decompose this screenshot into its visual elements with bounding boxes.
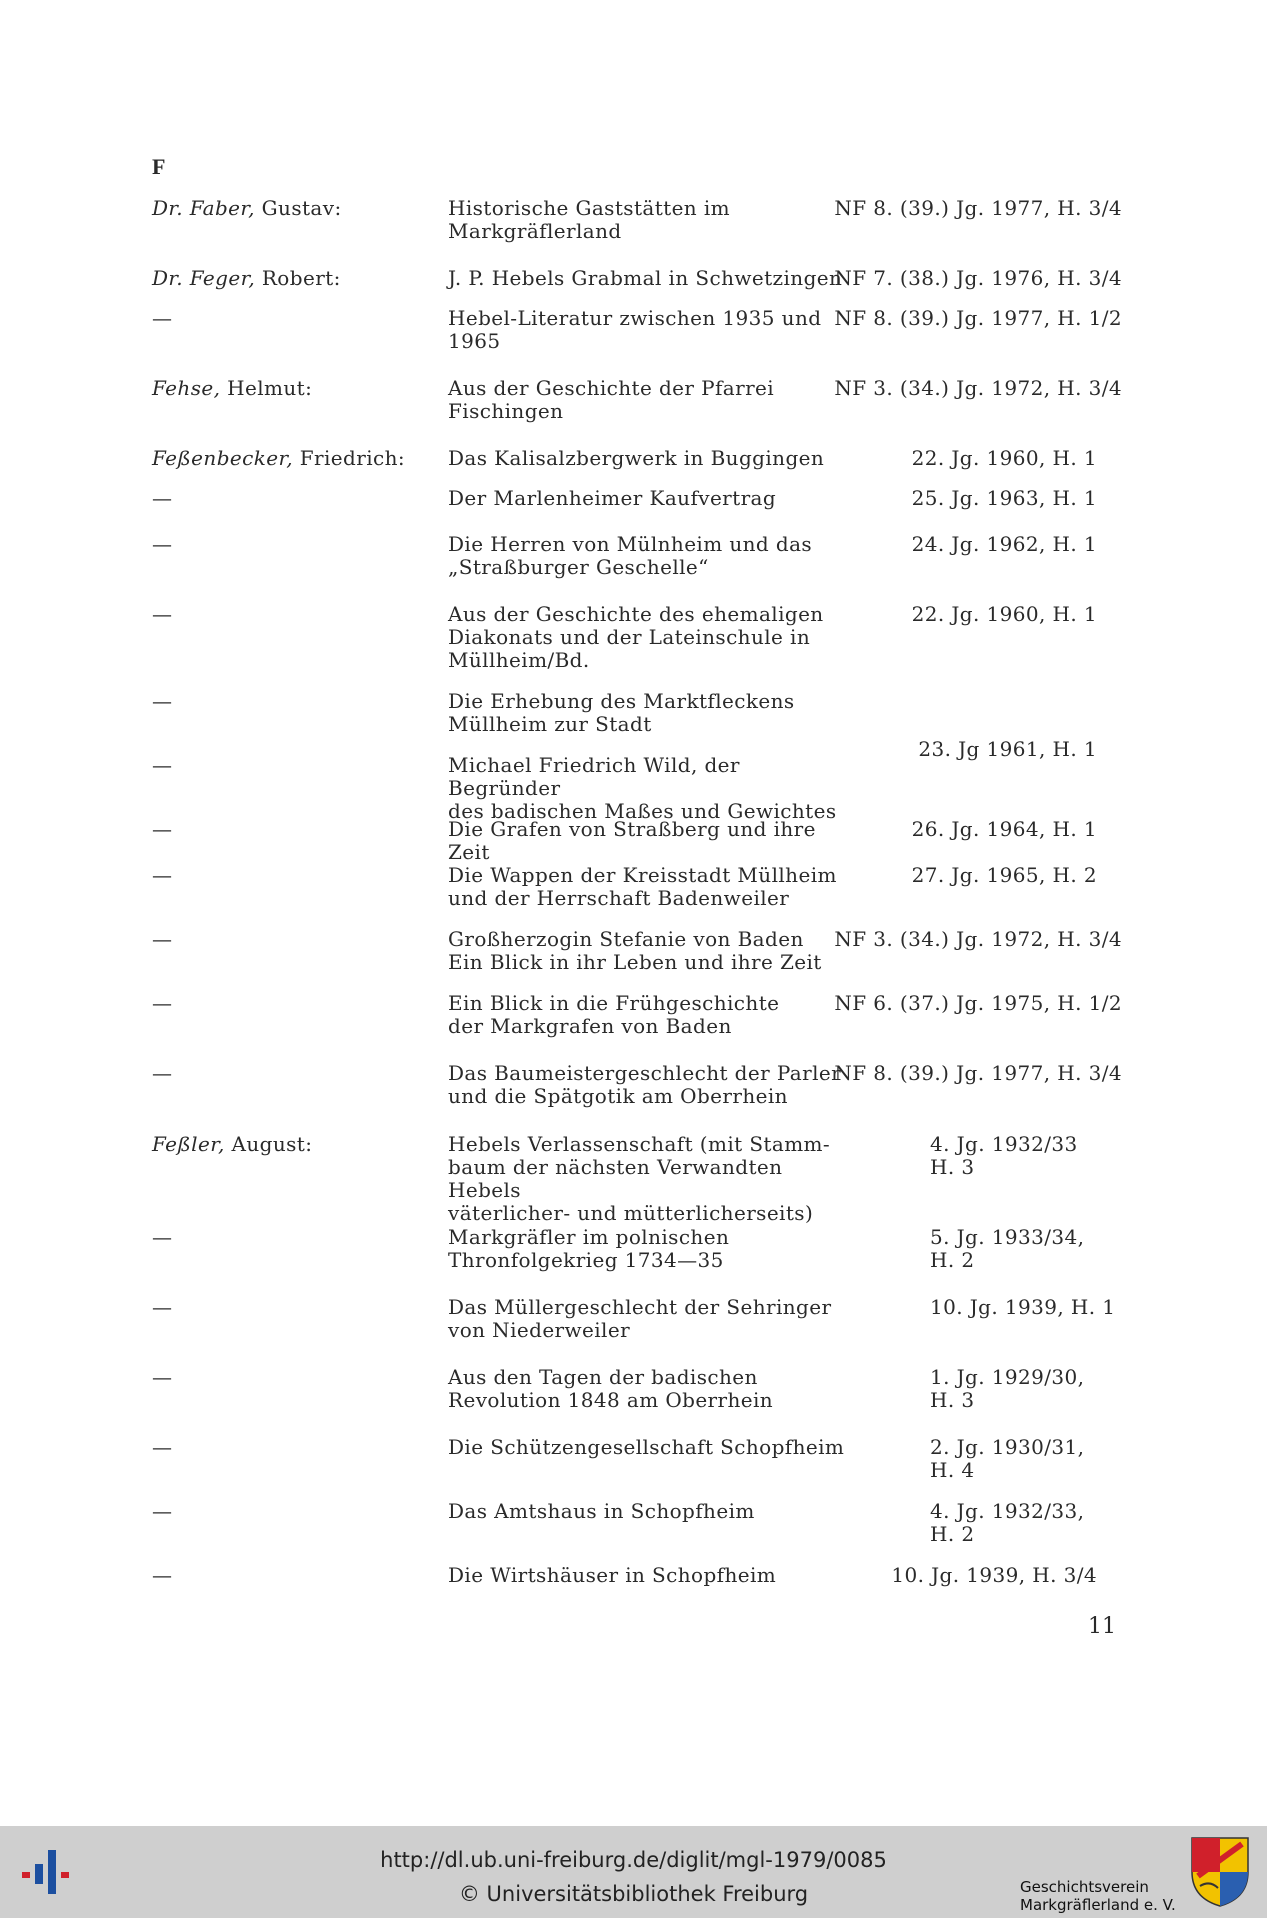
entry-reference: 25. Jg. 1963, H. 1 <box>911 486 1097 510</box>
entry-reference: NF 8. (39.) Jg. 1977, H. 3/4 <box>834 196 1122 220</box>
entry-author <box>152 928 172 951</box>
author-given-name: — <box>152 1365 173 1389</box>
entry-reference: 22. Jg. 1960, H. 1 <box>911 602 1097 626</box>
author-given-name: — <box>152 1295 173 1319</box>
entry-author <box>152 1500 172 1523</box>
entry-title: Markgräfler im polnischen Thronfolgekrieg 1734—35 <box>448 1225 730 1272</box>
entry-author <box>152 487 172 510</box>
entry-author <box>152 267 341 290</box>
entry-title: Die Herren von Mülnheim und das „Straßburger Geschelle“ <box>448 532 813 579</box>
entry-author <box>152 1366 172 1389</box>
footer-bar <box>0 1826 1267 1918</box>
coat-of-arms-icon <box>1190 1836 1250 1908</box>
entry-title: Ein Blick in die Frühgeschichte der Markgrafen von Baden <box>448 991 780 1038</box>
entry-reference: 24. Jg. 1962, H. 1 <box>911 532 1097 556</box>
author-given-name: — <box>152 689 173 713</box>
entry-author <box>152 1133 312 1156</box>
society-name <box>1020 1878 1176 1914</box>
author-given-name: Robert: <box>255 266 341 290</box>
entry-reference: 10. Jg. 1939, H. 3/4 <box>891 1563 1097 1587</box>
author-given-name: August: <box>224 1132 313 1156</box>
entry-reference: NF 8. (39.) Jg. 1977, H. 1/2 <box>834 306 1122 330</box>
entry-reference: NF 7. (38.) Jg. 1976, H. 3/4 <box>834 266 1122 290</box>
author-given-name: — <box>152 1499 173 1523</box>
entry-title: Das Müllergeschlecht der Sehringer von Niederweiler <box>448 1295 832 1342</box>
author-given-name: — <box>152 753 173 777</box>
entry-reference: 27. Jg. 1965, H. 2 <box>911 863 1097 887</box>
entry-author <box>152 992 172 1015</box>
entry-title: Hebels Verlassenschaft (mit Stamm- baum der nächsten Verwandten Hebels väterlicher- und mütterlicherseits) <box>448 1132 831 1225</box>
entry-title: Großherzogin Stefanie von Baden Ein Blick in ihr Leben und ihre Zeit <box>448 927 822 974</box>
entry-reference: NF 8. (39.) Jg. 1977, H. 3/4 <box>834 1061 1122 1085</box>
entry-author <box>152 1436 172 1459</box>
author-given-name: — <box>152 532 173 556</box>
entry-title: Das Baumeistergeschlecht der Parler und die Spätgotik am Oberrhein <box>448 1061 842 1108</box>
author-given-name: — <box>152 306 173 330</box>
society-line-2: Markgräflerland e. V. <box>1020 1896 1176 1914</box>
section-letter: F <box>152 154 166 179</box>
entry-title: Die Wirtshäuser in Schopfheim <box>448 1563 777 1587</box>
author-surname: Dr. Feger, <box>152 266 256 290</box>
entry-author <box>152 690 172 713</box>
entry-reference: 4. Jg. 1932/33 H. 3 <box>930 1132 1078 1179</box>
entry-title: Aus den Tagen der badischen Revolution 1848 am Oberrhein <box>448 1365 774 1412</box>
author-given-name: — <box>152 817 173 841</box>
entry-title: J. P. Hebels Grabmal in Schwetzingen <box>448 266 843 290</box>
page-number: 11 <box>1088 1614 1116 1639</box>
entry-title: Der Marlenheimer Kaufvertrag <box>448 486 777 510</box>
entry-title: Die Schützengesellschaft Schopfheim <box>448 1435 845 1459</box>
entry-reference: NF 6. (37.) Jg. 1975, H. 1/2 <box>834 991 1122 1015</box>
author-given-name: Friedrich: <box>293 446 406 470</box>
entry-reference: 2. Jg. 1930/31, H. 4 <box>930 1435 1085 1482</box>
entry-title: Das Kalisalzbergwerk in Buggingen <box>448 446 825 470</box>
author-surname: Fehse, <box>152 376 221 400</box>
entry-title: Die Erhebung des Marktfleckens Müllheim zur Stadt <box>448 689 795 736</box>
author-surname: Feßenbecker, <box>152 446 294 470</box>
entry-title: Hebel-Literatur zwischen 1935 und 1965 <box>448 306 822 353</box>
entry-author <box>152 864 172 887</box>
author-given-name: — <box>152 1225 173 1249</box>
society-line-1: Geschichtsverein <box>1020 1878 1149 1896</box>
entry-title: Aus der Geschichte des ehemaligen Diakonats und der Lateinschule in Müllheim/Bd. <box>448 602 824 672</box>
entry-reference: 10. Jg. 1939, H. 1 <box>930 1295 1116 1319</box>
author-surname: Dr. Faber, <box>152 196 255 220</box>
entry-author <box>152 447 405 470</box>
entry-author <box>152 603 172 626</box>
entry-reference: 5. Jg. 1933/34, H. 2 <box>930 1225 1085 1272</box>
entry-title: Das Amtshaus in Schopfheim <box>448 1499 755 1523</box>
entry-author <box>152 1296 172 1319</box>
entry-reference: 22. Jg. 1960, H. 1 <box>911 446 1097 470</box>
entry-author <box>152 307 172 330</box>
entry-title: Historische Gaststätten im Markgräflerland <box>448 196 731 243</box>
author-given-name: — <box>152 863 173 887</box>
entry-reference: NF 3. (34.) Jg. 1972, H. 3/4 <box>834 927 1122 951</box>
entry-author <box>152 377 312 400</box>
entry-title: Die Wappen der Kreisstadt Müllheim und der Herrschaft Badenweiler <box>448 863 837 910</box>
entry-reference: NF 3. (34.) Jg. 1972, H. 3/4 <box>834 376 1122 400</box>
entry-reference: 26. Jg. 1964, H. 1 <box>911 817 1097 841</box>
author-given-name: Helmut: <box>220 376 313 400</box>
author-given-name: — <box>152 486 173 510</box>
source-url[interactable]: http://dl.ub.uni-freiburg.de/diglit/mgl-1979/0085 <box>380 1848 887 1872</box>
entry-author <box>152 197 342 220</box>
author-given-name: — <box>152 602 173 626</box>
author-given-name: — <box>152 991 173 1015</box>
author-given-name: — <box>152 1563 173 1587</box>
entry-author <box>152 1226 172 1249</box>
entry-reference: 4. Jg. 1932/33, H. 2 <box>930 1499 1085 1546</box>
author-given-name: — <box>152 1061 173 1085</box>
author-surname: Feßler, <box>152 1132 225 1156</box>
entry-author <box>152 754 172 777</box>
author-given-name: — <box>152 1435 173 1459</box>
entry-reference: 1. Jg. 1929/30, H. 3 <box>930 1365 1085 1412</box>
entry-author <box>152 533 172 556</box>
entry-author <box>152 1062 172 1085</box>
entry-title: Aus der Geschichte der Pfarrei Fischingen <box>448 376 775 423</box>
entry-reference: 23. Jg 1961, H. 1 <box>918 737 1097 761</box>
entry-title: Die Grafen von Straßberg und ihre Zeit <box>448 817 816 864</box>
entry-author <box>152 1564 172 1587</box>
author-given-name: Gustav: <box>254 196 342 220</box>
copyright-notice: © Universitätsbibliothek Freiburg <box>458 1882 809 1906</box>
entry-author <box>152 818 172 841</box>
author-given-name: — <box>152 927 173 951</box>
entry-title: Michael Friedrich Wild, der Begründer des badischen Maßes und Gewichtes <box>448 753 837 823</box>
